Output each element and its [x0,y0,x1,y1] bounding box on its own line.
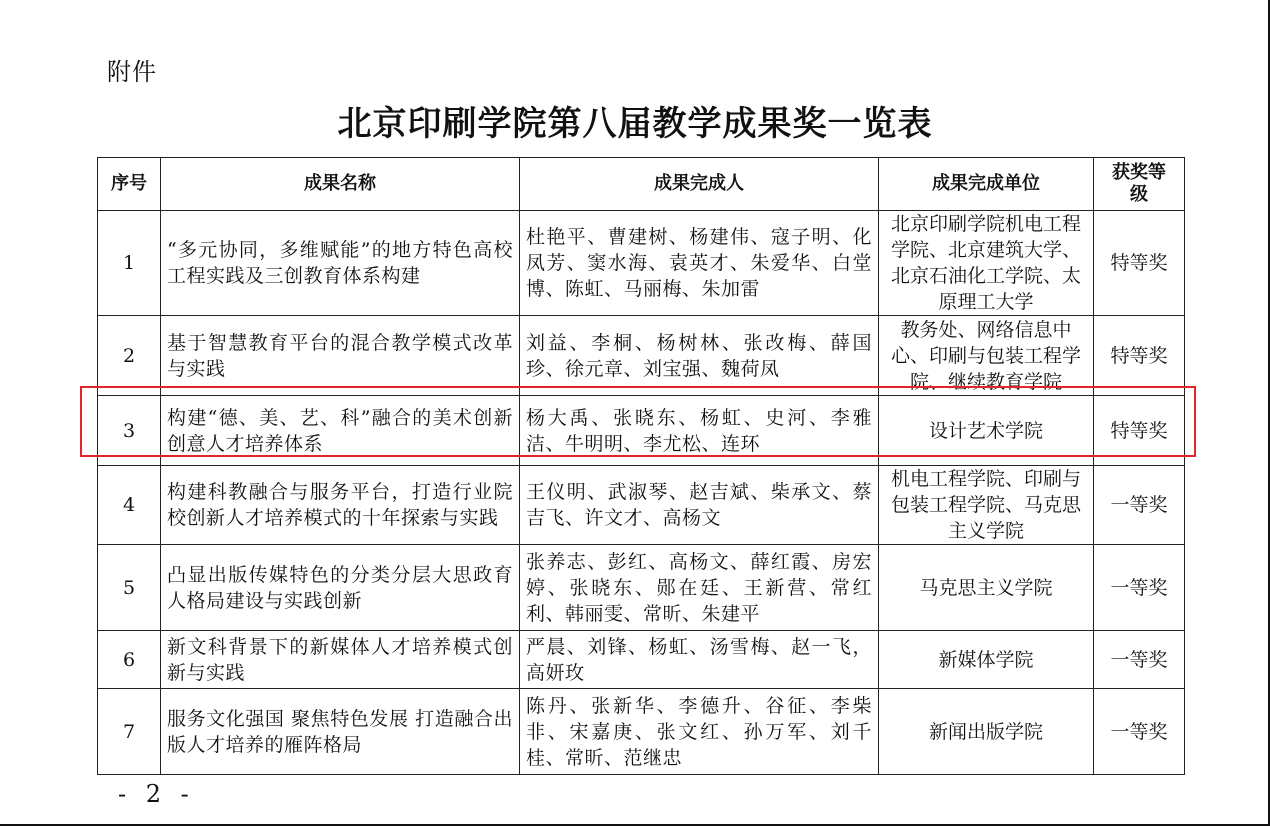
team-members: 张养志、彭红、高杨文、薛红霞、房宏婷、张晓东、郧在廷、王新营、常红利、韩丽雯、常昕、朱建平 [520,545,879,631]
award-level: 特等奖 [1094,211,1185,316]
row-no: 5 [98,545,161,631]
award-level: 特等奖 [1094,316,1185,396]
header-unit: 成果完成单位 [879,158,1094,211]
header-name: 成果名称 [161,158,520,211]
header-level: 获奖等级 [1094,158,1185,211]
award-level: 一等奖 [1094,631,1185,689]
header-people: 成果完成人 [520,158,879,211]
award-level: 一等奖 [1094,466,1185,545]
row-no: 7 [98,689,161,775]
team-members: 刘益、李桐、杨树林、张改梅、薛国珍、徐元章、刘宝强、魏荷凤 [520,316,879,396]
achievement-name: 构建“德、美、艺、科”融合的美术创新创意人才培养体系 [161,396,520,466]
table-row [98,631,1185,689]
team-members: 王仪明、武淑琴、赵吉斌、柴承文、蔡吉飞、许文才、高杨文 [520,466,879,545]
table-row [98,316,1185,396]
award-level: 一等奖 [1094,689,1185,775]
award-level: 一等奖 [1094,545,1185,631]
completing-unit: 北京印刷学院机电工程学院、北京建筑大学、北京石油化工学院、太原理工大学 [879,211,1094,316]
achievement-name: 构建科教融合与服务平台，打造行业院校创新人才培养模式的十年探索与实践 [161,466,520,545]
team-members: 严晨、刘锋、杨虹、汤雪梅、赵一飞，高妍玫 [520,631,879,689]
table-row-highlighted [98,396,1185,466]
achievement-name: 基于智慧教育平台的混合教学模式改革与实践 [161,316,520,396]
row-no: 4 [98,466,161,545]
completing-unit: 设计艺术学院 [879,396,1094,466]
achievement-name: 服务文化强国 聚焦特色发展 打造融合出版人才培养的雁阵格局 [161,689,520,775]
table-row [98,689,1185,775]
completing-unit: 机电工程学院、印刷与包装工程学院、马克思主义学院 [879,466,1094,545]
header-no: 序号 [98,158,161,211]
attachment-label: 附件 [107,58,157,86]
team-members: 杜艳平、曹建树、杨建伟、寇子明、化凤芳、窦水海、袁英才、朱爱华、白堂博、陈虹、马丽梅、朱加雷 [520,211,879,316]
document-title: 北京印刷学院第八届教学成果奖一览表 [337,104,933,144]
completing-unit: 马克思主义学院 [879,545,1094,631]
completing-unit: 教务处、网络信息中心、印刷与包装工程学院、继续教育学院 [879,316,1094,396]
award-level: 特等奖 [1094,396,1185,466]
awards-table [97,157,1185,775]
completing-unit: 新闻出版学院 [879,689,1094,775]
table-row [98,466,1185,545]
team-members: 陈丹、张新华、李德升、谷征、李柴非、宋嘉庚、张文红、孙万军、刘千桂、常昕、范继忠 [520,689,879,775]
page-number: - 2 - [118,780,195,808]
row-no: 3 [98,396,161,466]
completing-unit: 新媒体学院 [879,631,1094,689]
achievement-name: 凸显出版传媒特色的分类分层大思政育人格局建设与实践创新 [161,545,520,631]
row-no: 2 [98,316,161,396]
achievement-name: “多元协同，多维赋能”的地方特色高校工程实践及三创教育体系构建 [161,211,520,316]
team-members: 杨大禹、张晓东、杨虹、史河、李雅洁、牛明明、李尤松、连环 [520,396,879,466]
row-no: 6 [98,631,161,689]
table-row [98,211,1185,316]
achievement-name: 新文科背景下的新媒体人才培养模式创新与实践 [161,631,520,689]
row-no: 1 [98,211,161,316]
table-row [98,545,1185,631]
table-header-row [98,158,1185,211]
